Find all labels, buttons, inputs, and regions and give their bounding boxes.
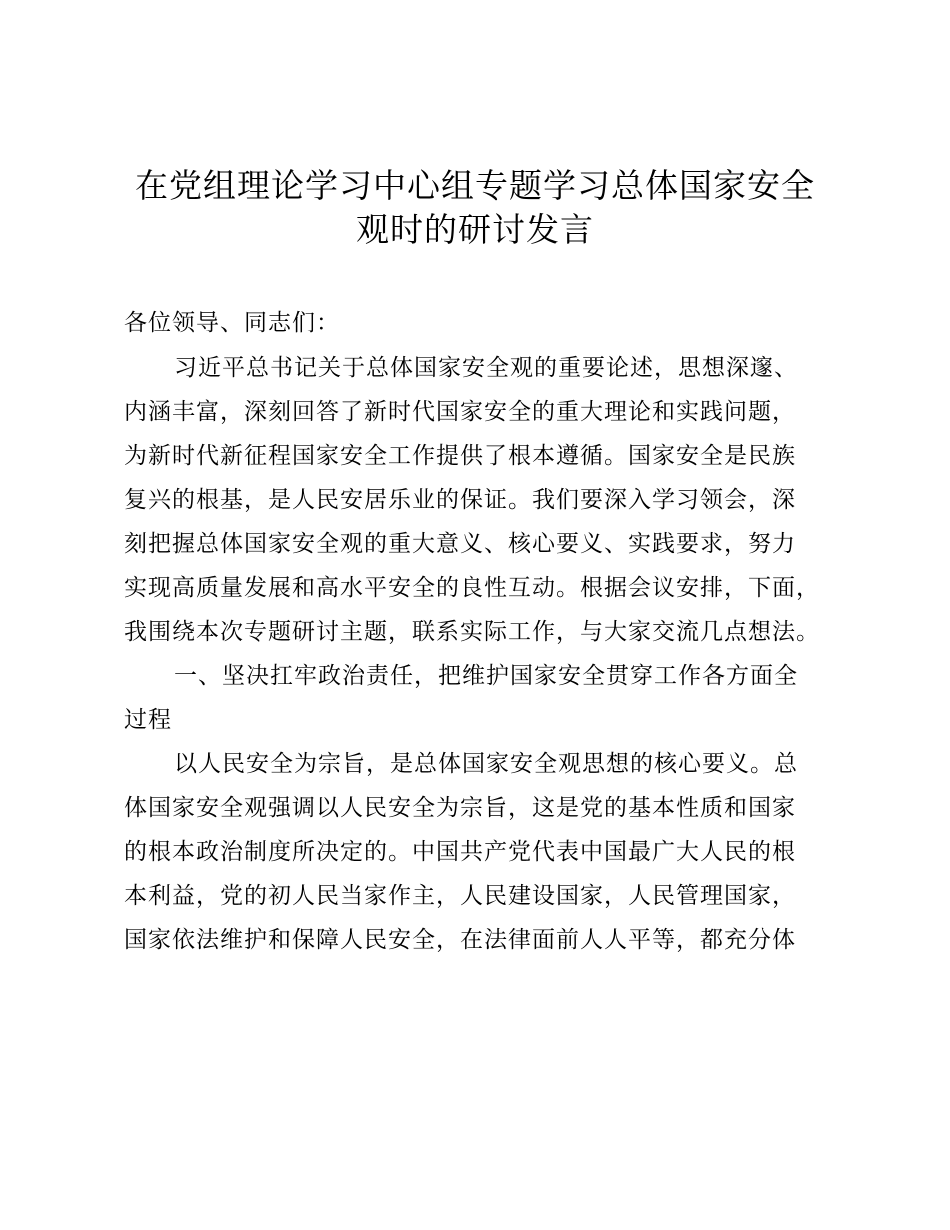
salutation: 各位领导、同志们：	[124, 310, 340, 336]
body-line: 的根本政治制度所决定的。中国共产党代表中国最广大人民的根	[124, 839, 796, 865]
section-heading-line: 一、坚决扛牢政治责任，把维护国家安全贯穿工作各方面全	[174, 663, 798, 689]
body-line: 以人民安全为宗旨，是总体国家安全观思想的核心要义。总	[174, 751, 798, 777]
body-line: 复兴的根基，是人民安居乐业的保证。我们要深入学习领会，深	[124, 487, 796, 513]
body-line: 刻把握总体国家安全观的重大意义、核心要义、实践要求，努力	[124, 531, 796, 557]
body-line: 国家依法维护和保障人民安全，在法律面前人人平等，都充分体	[124, 927, 796, 953]
section-heading-line: 过程	[124, 707, 172, 733]
body-line: 我围绕本次专题研讨主题，联系实际工作，与大家交流几点想法。	[124, 619, 820, 645]
body-line: 本利益，党的初人民当家作主，人民建设国家，人民管理国家，	[124, 883, 796, 909]
body-line: 习近平总书记关于总体国家安全观的重要论述，思想深邃、	[174, 355, 798, 381]
body-line: 实现高质量发展和高水平安全的良性互动。根据会议安排，下面，	[124, 575, 820, 601]
body-line: 为新时代新征程国家安全工作提供了根本遵循。国家安全是民族	[124, 443, 796, 469]
body-line: 内涵丰富，深刻回答了新时代国家安全的重大理论和实践问题，	[124, 399, 796, 425]
body-line: 体国家安全观强调以人民安全为宗旨，这是党的基本性质和国家	[124, 795, 796, 821]
document-title-line-2: 观时的研讨发言	[356, 210, 594, 249]
document-title-line-1: 在党组理论学习中心组专题学习总体国家安全	[135, 166, 815, 205]
